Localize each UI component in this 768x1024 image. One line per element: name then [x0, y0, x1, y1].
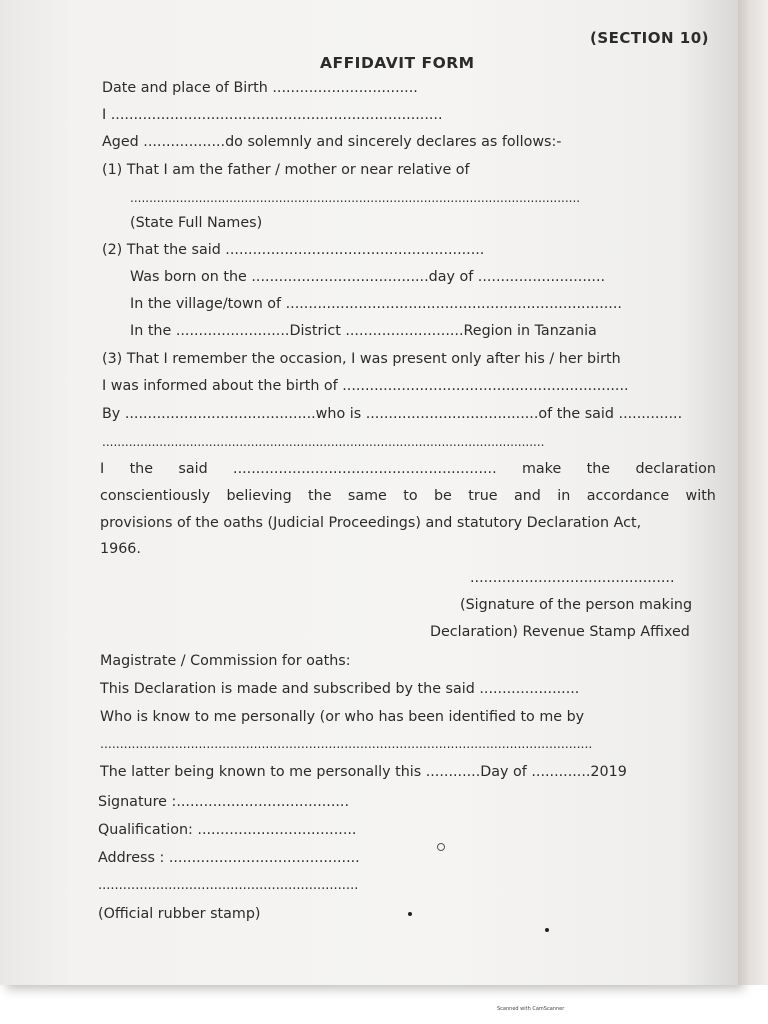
village-line: In the village/town of ..........................................................................	[130, 296, 622, 312]
declaration-word: believing	[226, 488, 292, 504]
declaration-word: the	[129, 461, 154, 477]
declaration-word: conscientiously	[100, 488, 211, 504]
born-on-line: Was born on the .......................................day of ............................	[130, 269, 606, 285]
clause-2: (2) That the said .........................................................	[102, 242, 485, 258]
declaration-word: with	[685, 488, 716, 504]
declaration-word: said	[178, 461, 208, 477]
known-line: Who is know to me personally (or who has been identified to me by	[100, 709, 585, 725]
declaration-word: declaration	[635, 461, 716, 477]
page-edge	[738, 0, 768, 985]
declaration-word: in	[557, 488, 571, 504]
declaration-word: I	[100, 461, 105, 477]
signature-blank: .............................................	[470, 570, 675, 586]
date-line: The latter being known to me personally this ............Day of .............2019	[100, 764, 627, 780]
declaration-year: 1966.	[100, 541, 141, 557]
revenue-stamp-label: Declaration) Revenue Stamp Affixed	[430, 624, 690, 640]
known-blank: .............................................................................................................................	[100, 736, 593, 751]
section-number: (SECTION 10)	[590, 29, 709, 47]
rubber-stamp-label: (Official rubber stamp)	[98, 906, 261, 922]
address-field: Address : ..........................................	[98, 850, 360, 866]
subscribed-line: This Declaration is made and subscribed by the said ......................	[100, 681, 580, 697]
declaration-word: ..........................................................	[233, 461, 497, 477]
declarant-name-line: I .........................................................................	[102, 107, 443, 123]
declaration-word: make	[521, 461, 562, 477]
clause-1-blank: ......................................................................................................................	[130, 191, 581, 205]
signature-label: (Signature of the person making	[460, 597, 693, 613]
declaration-word: true	[468, 488, 498, 504]
declaration-word: to	[403, 488, 418, 504]
declaration-word: be	[433, 488, 452, 504]
declaration-word: the	[308, 488, 332, 504]
form-title: AFFIDAVIT FORM	[320, 54, 475, 72]
declaration-word: the	[586, 461, 611, 477]
by-blank: ....................................................................................................................	[102, 435, 545, 449]
declaration-word: accordance	[586, 488, 670, 504]
declaration-line-1	[100, 460, 716, 478]
informed-line: I was informed about the birth of ...............................................................	[102, 378, 629, 394]
declaration-line-2	[100, 487, 716, 505]
declaration-word: same	[347, 488, 387, 504]
scanner-watermark: Scanned with CamScanner	[497, 1006, 565, 1012]
clause-3: (3) That I remember the occasion, I was present only after his / her birth	[102, 351, 621, 367]
ink-speck	[437, 843, 445, 851]
address-blank: ...............................................................	[98, 878, 359, 893]
signature-field: Signature :......................................	[98, 794, 350, 810]
declaration-line-3: provisions of the oaths (Judicial Proceedings) and statutory Declaration Act,	[100, 515, 642, 531]
district-line: In the .........................District ..........................Region in Tanzania	[130, 323, 597, 339]
by-line: By ..........................................who is ......................................of the said ..............	[102, 406, 683, 422]
ink-speck	[545, 928, 549, 932]
full-names-note: (State Full Names)	[130, 215, 263, 231]
declaration-word: and	[513, 488, 541, 504]
aged-line: Aged ..................do solemnly and sincerely declares as follows:-	[102, 134, 562, 150]
qualification-field: Qualification: ...................................	[98, 822, 357, 838]
birth-line: Date and place of Birth ................................	[102, 80, 418, 96]
clause-1: (1) That I am the father / mother or near relative of	[102, 162, 470, 178]
magistrate-heading: Magistrate / Commission for oaths:	[100, 653, 351, 669]
ink-speck	[408, 912, 412, 916]
